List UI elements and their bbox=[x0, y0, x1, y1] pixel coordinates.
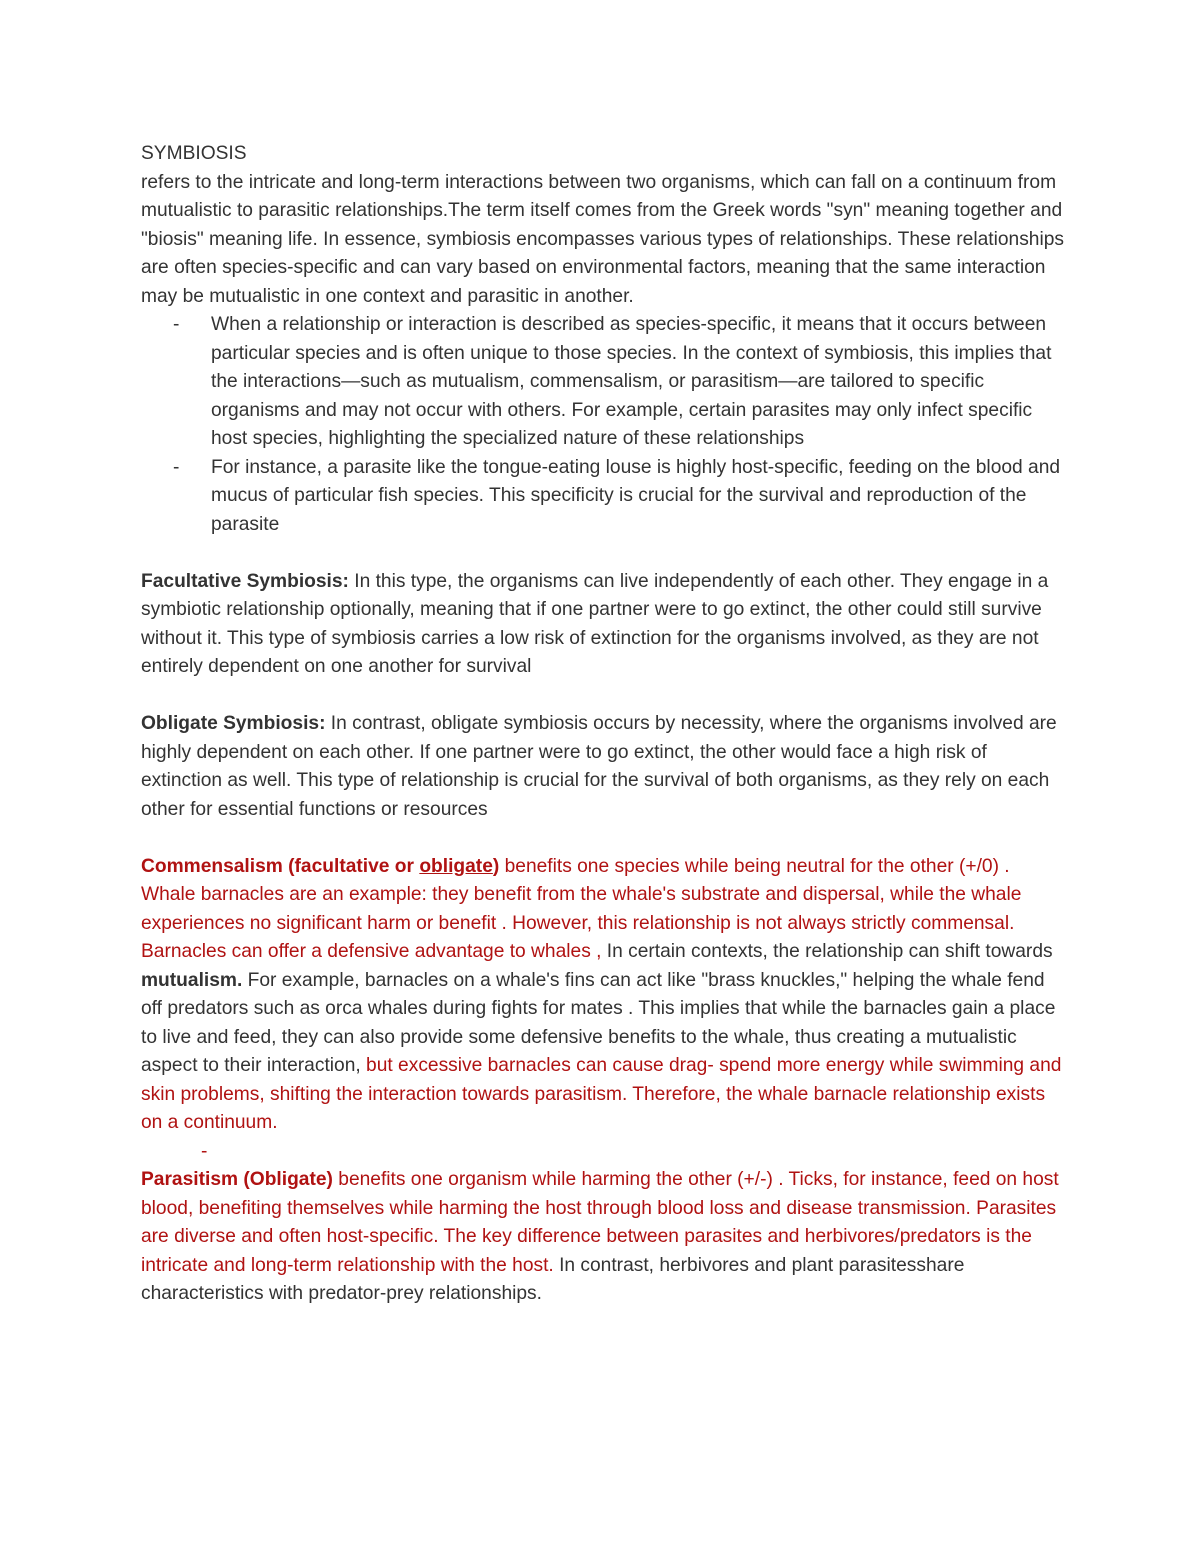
commensalism-dark-text: In certain contexts, the relationship can shift towards bbox=[606, 941, 1053, 962]
spacer bbox=[141, 824, 1066, 853]
species-specific-list bbox=[141, 311, 1066, 539]
list-item: - For instance, a parasite like the tongue-eating louse is highly host-specific, feeding on the blood and mucus of particular fish species. This specificity is crucial for the survival and reproduction of the parasite bbox=[211, 454, 1066, 540]
obligate-paragraph bbox=[141, 710, 1066, 824]
facultative-text: In this type, the organisms can live independently of each other. They engage in a symbiotic relationship optionally, meaning that if one partner were to go extinct, the other could still survive without it. This type of symbiosis carries a low risk of extinction for the organisms involved, as they are not entirely dependent on one another for survival bbox=[141, 570, 1049, 677]
commensalism-dark-text-2: For example, barnacles on a whale's fins can act like "brass knuckles," helping the whale fend off predators such as orca whales during fights for mates . This implies that while the barnacles gain a place to live and feed, they can also provide some defensive benefits to the whale, thus creating a mutualistic aspect to their interaction, bbox=[141, 969, 1056, 1076]
mutualism-term: mutualism. bbox=[141, 969, 243, 991]
facultative-paragraph bbox=[141, 568, 1066, 682]
spacer bbox=[141, 682, 1066, 711]
list-item: - When a relationship or interaction is described as species-specific, it means that it occurs between particular species and is often unique to those species. In the context of symbiosis, this implies that the interactions—such as mutualism, commensalism, or parasitism—are tailored to specific organisms and may not occur with others. For example, certain parasites may only infect specific host species, highlighting the specialized nature of these relationships bbox=[211, 311, 1066, 454]
document-page bbox=[141, 140, 1066, 1309]
commensalism-term-start: Commensalism (facultative or bbox=[141, 855, 420, 877]
parasitism-paragraph bbox=[141, 1166, 1066, 1309]
document-title: SYMBIOSIS bbox=[141, 143, 247, 164]
parasitism-term: Parasitism (Obligate) bbox=[141, 1169, 333, 1190]
obligate-term: Obligate Symbiosis: bbox=[141, 713, 326, 734]
obligate-text: In contrast, obligate symbiosis occurs by necessity, where the organisms involved are highly dependent on each other. If one partner were to go extinct, the other would face a high risk of extinction as well. This type of relationship is crucial for the survival of both organisms, as they rely on each other for essential functions or resources bbox=[141, 713, 1057, 820]
intro-paragraph: refers to the intricate and long-term interactions between two organisms, which can fall on a continuum from mutualistic to parasitic relationships.The term itself comes from the Greek words "syn" meaning together and "biosis" meaning life. In essence, symbiosis encompasses various types of relationships. These relationships are often species-specific and can vary based on environmental factors, meaning that the same interaction may be mutualistic in one context and parasitic in another. bbox=[141, 171, 1064, 307]
commensalism-term bbox=[141, 856, 499, 877]
parasitism-dark-text: In contrast, herbivores and plant parasitesshare characteristics with predator-prey relationships. bbox=[141, 1254, 965, 1304]
facultative-term: Facultative Symbiosis: bbox=[141, 570, 349, 592]
commensalism-red-text: benefits one species while being neutral for the other (+/0) . Whale barnacles are an example: they benefit from the whale's substrate and dispersal, while the whale experiences no significant harm or benefit . However, this relationship is not always strictly commensal. Barnacles can offer a defensive advantage to whales , bbox=[141, 855, 1022, 962]
commensalism-red-text-2: but excessive barnacles can cause drag- spend more energy while swimming and skin problems, shifting the interaction towards parasitism. Therefore, the whale barnacle relationship exists on a continuum. bbox=[141, 1055, 1062, 1133]
commensalism-term-end: ) bbox=[492, 855, 500, 877]
separator-dash: - bbox=[201, 1140, 208, 1162]
spacer bbox=[141, 539, 1066, 568]
commensalism-paragraph bbox=[141, 853, 1066, 1138]
obligate-underlined: obligate bbox=[419, 855, 493, 877]
parasitism-red-text: benefits one organism while harming the other (+/-) . Ticks, for instance, feed on host blood, benefiting themselves while harming the host through blood loss and disease transmission. Parasites are diverse and often host-specific. The key difference between parasites and herbivores/predators is the intricate and long-term relationship with the host. bbox=[141, 1169, 1059, 1276]
